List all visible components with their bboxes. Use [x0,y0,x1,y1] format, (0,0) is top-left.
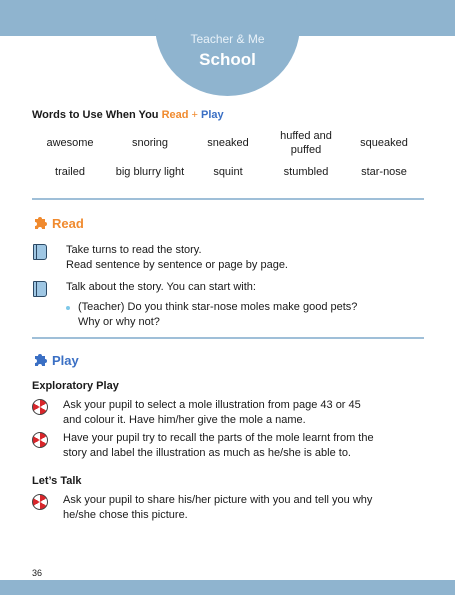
play-section-title: Play [52,353,79,368]
words-heading-plus: + [191,109,198,121]
ball-icon [32,399,48,415]
read-bullet-line-2: Why or why not? [78,316,160,328]
word-stumbled: stumbled [283,166,329,178]
word-sneaked: sneaked [207,137,249,149]
word-awesome: awesome [46,137,94,149]
word-star-nose: star-nose [361,166,407,178]
words-heading [32,109,224,121]
words-heading-play: Play [201,109,224,121]
book-icon [33,281,47,297]
exploratory-item-1-line-1: Ask your pupil to select a mole illustration from page 43 or 45 [63,399,361,411]
bullet-dot [66,306,70,310]
page-title: School [199,50,256,69]
header-dome [155,0,300,96]
read-item-2: Talk about the story. You can start with: [66,281,256,293]
divider-read [32,198,424,200]
puzzle-icon-play [32,352,48,368]
read-bullet-line-1: (Teacher) Do you think star-nose moles make good pets? [78,301,358,313]
ball-icon [32,432,48,448]
read-item-1-line-2: Read sentence by sentence or page by page. [66,259,288,271]
exploratory-item-1-line-2: and colour it. Have him/her give the mole a name. [63,414,306,426]
bottom-band [0,580,455,595]
page-number: 36 [32,568,43,578]
book-icon [33,244,47,260]
exploratory-item-2-line-1: Have your pupil try to recall the parts of the mole learnt from the [63,432,374,444]
word-huffed-and-puffed: huffed and puffed [280,130,332,156]
word-trailed: trailed [55,166,85,178]
divider-play [32,337,424,339]
read-section-title: Read [52,216,84,231]
lets-talk-heading: Let’s Talk [32,475,82,487]
word-big-blurry-light: big blurry light [115,166,185,178]
puzzle-icon-read [32,215,48,231]
word-squeaked: squeaked [360,137,408,149]
words-heading-read: Read [161,109,189,121]
word-squint: squint [213,166,243,178]
words-heading-prefix: Words to Use When You [32,109,162,121]
talk-item-1-line-1: Ask your pupil to share his/her picture with you and tell you why [63,494,373,506]
exploratory-play-heading: Exploratory Play [32,380,119,392]
word-snoring: snoring [131,137,169,149]
read-item-1-line-1: Take turns to read the story. [66,244,202,256]
ball-icon [32,494,48,510]
exploratory-item-2-line-2: story and label the illustration as much as he/she is able to. [63,447,351,459]
header-subtitle: Teacher & Me [190,32,265,46]
talk-item-1-line-2: he/she chose this picture. [63,509,188,521]
